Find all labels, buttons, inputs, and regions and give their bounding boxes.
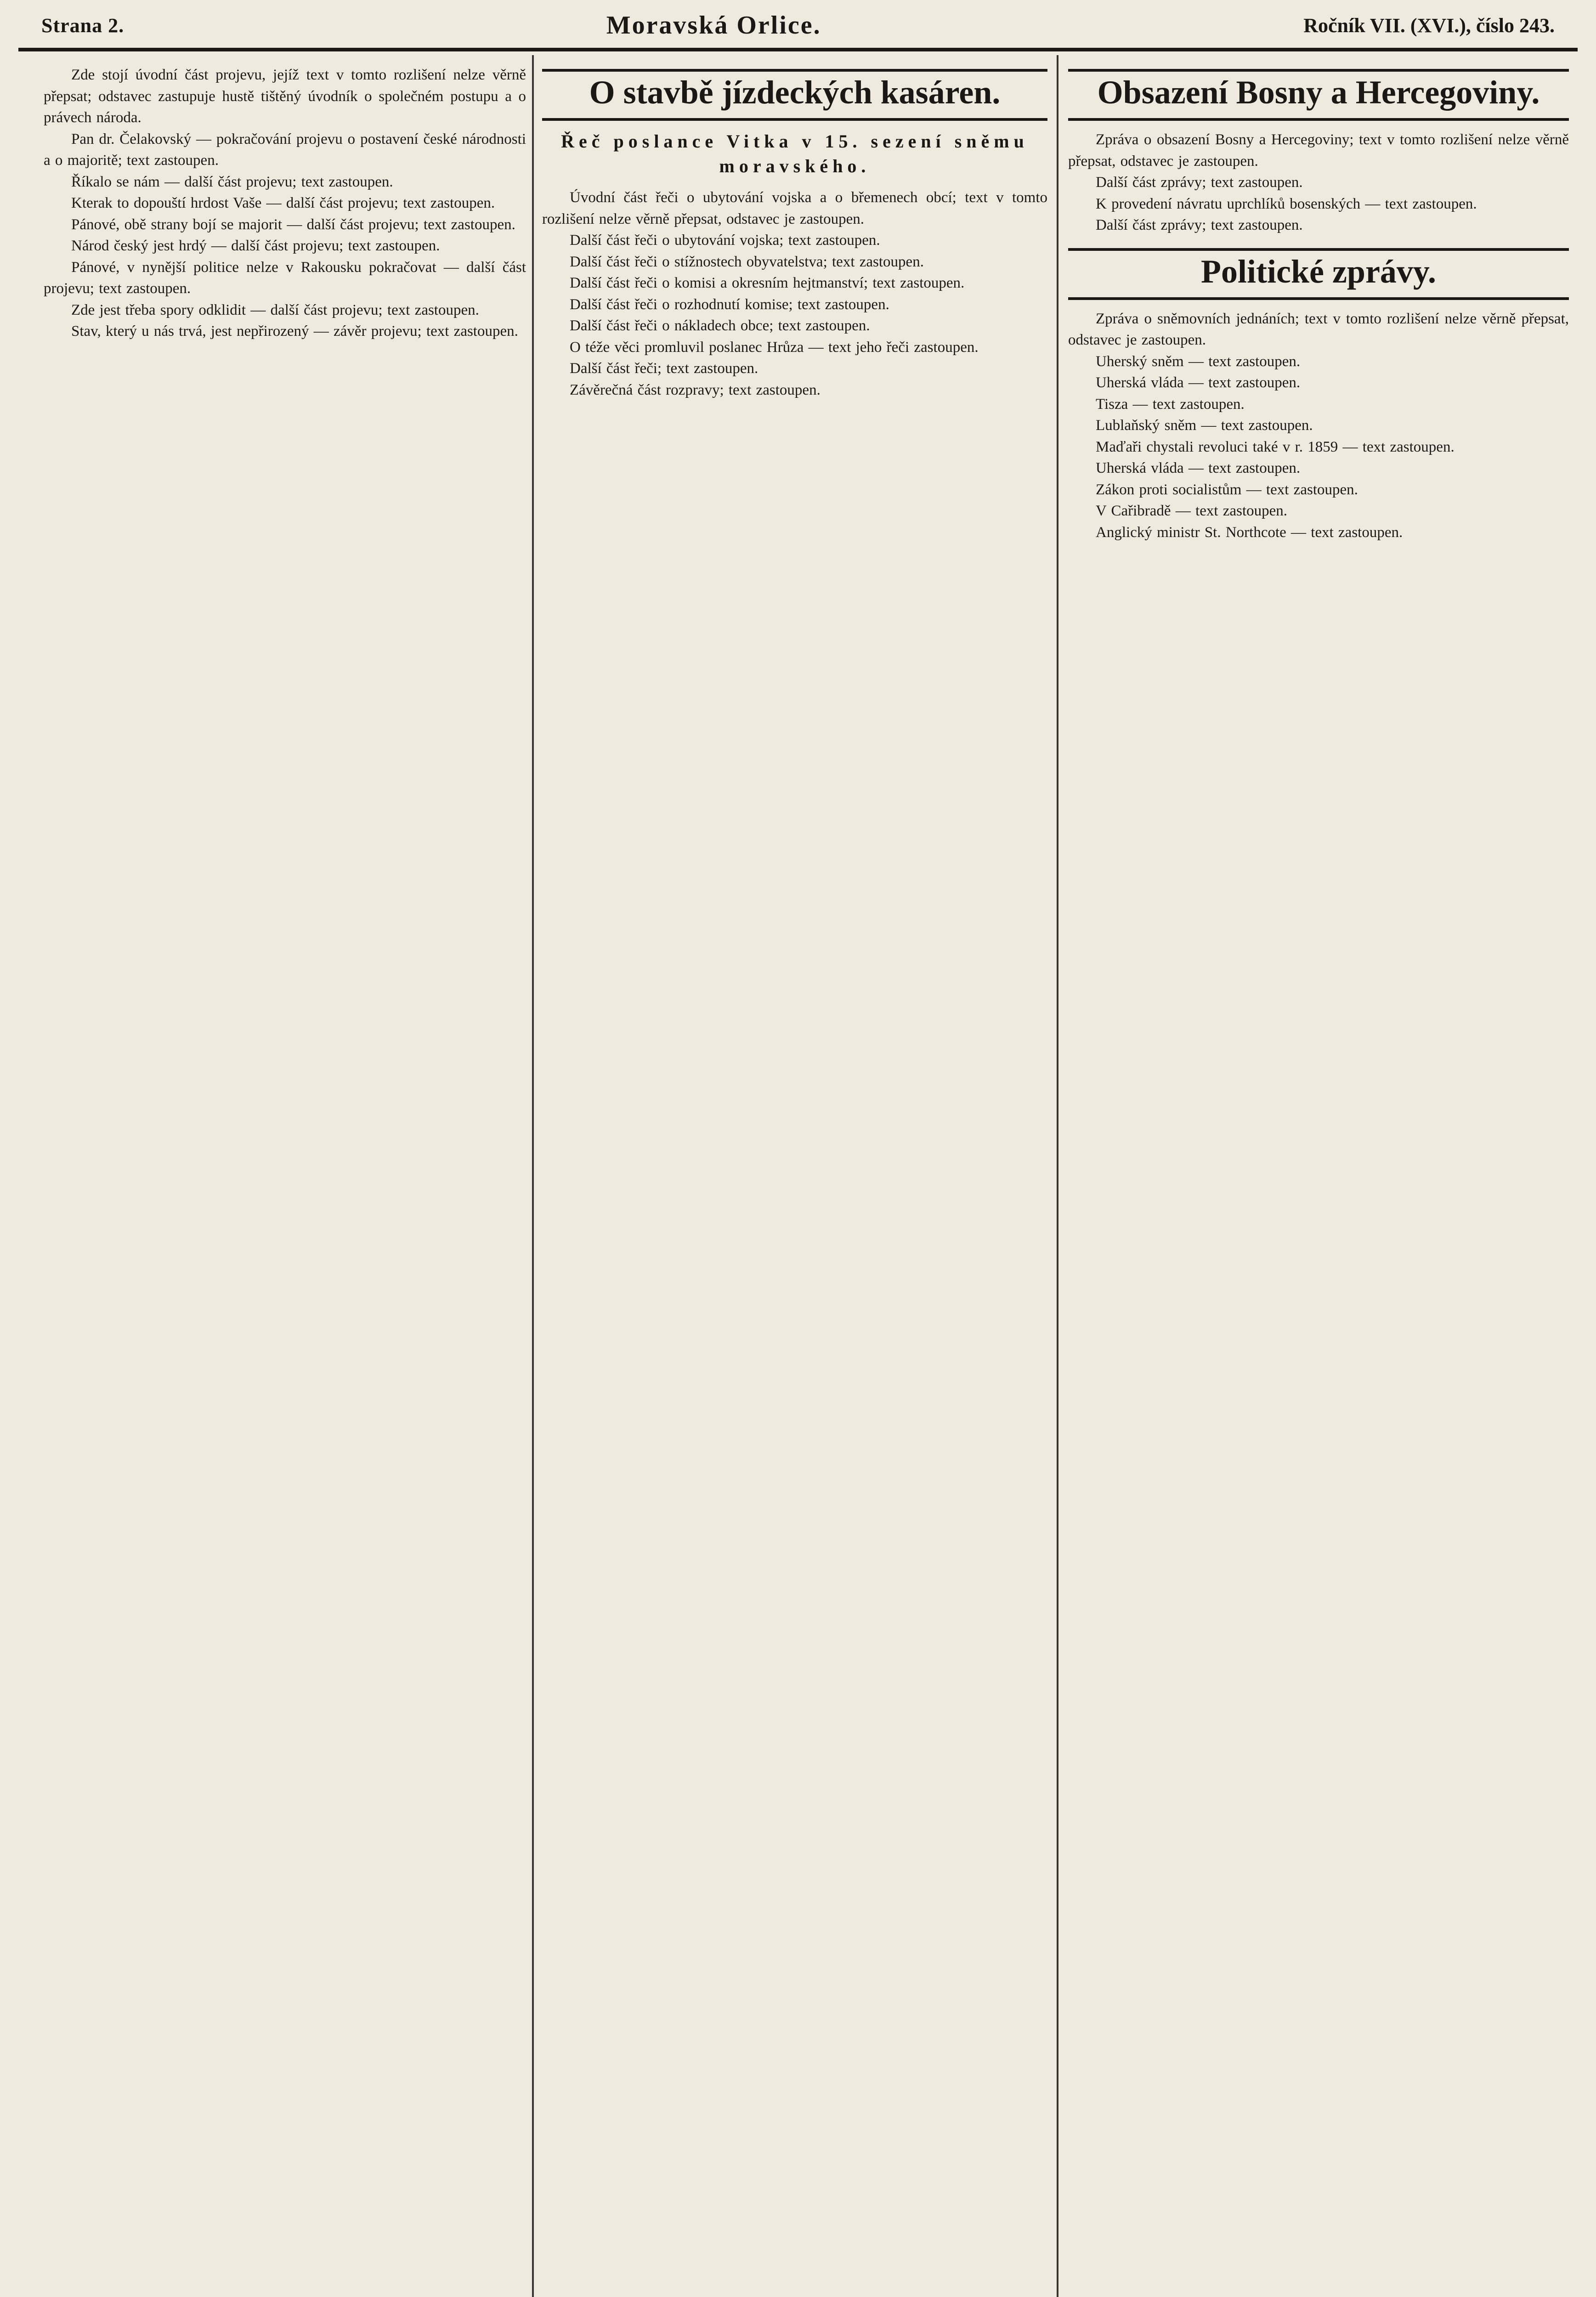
article-body: [542, 187, 1047, 401]
section-headline: Politické zprávy.: [1201, 253, 1436, 290]
paragraph: Zpráva o sněmovních jednáních; text v tomto rozlišení nelze věrně přepsat, odstavec je zastoupen.: [1068, 310, 1569, 349]
paragraph: Pánové, v nynější politice nelze v Rakousku pokračovat — další část projevu; text zastoupen.: [44, 259, 526, 297]
paragraph: Uherská vláda — text zastoupen.: [1096, 374, 1301, 391]
paragraph: Pánové, obě strany bojí se majorit — další část projevu; text zastoupen.: [71, 216, 515, 233]
political-news: [1068, 308, 1569, 543]
paragraph: Uherská vláda — text zastoupen.: [1096, 460, 1301, 477]
headline-box: [1068, 69, 1569, 121]
column-2: [542, 64, 1047, 2297]
paragraph: Zpráva o obsazení Bosny a Hercegoviny; text v tomto rozlišení nelze věrně přepsat, odstavec je zastoupen.: [1068, 131, 1569, 170]
paragraph: Pan dr. Čelakovský — pokračování projevu o postavení české národnosti a o majoritě; text zastoupen.: [44, 130, 526, 169]
paragraph: Další část zprávy; text zastoupen.: [1096, 174, 1303, 191]
column-3: [1068, 64, 1569, 2297]
paragraph: V Cařibradě — text zastoupen.: [1096, 503, 1288, 520]
paragraph: Zákon proti socialistům — text zastoupen.: [1096, 481, 1358, 498]
column-1: [44, 64, 526, 2297]
paragraph: Další část řeči; text zastoupen.: [570, 360, 758, 377]
headline-box: [542, 69, 1047, 121]
paragraph: Anglický ministr St. Northcote — text zastoupen.: [1096, 524, 1403, 541]
paragraph: Lublaňský sněm — text zastoupen.: [1096, 417, 1313, 434]
paragraph: Závěrečná část rozpravy; text zastoupen.: [570, 381, 821, 398]
paragraph: Další část řeči o komisi a okresním hejtmanství; text zastoupen.: [570, 275, 965, 292]
article-headline: Obsazení Bosny a Hercegoviny.: [1097, 74, 1540, 111]
page-number: Strana 2.: [41, 14, 125, 37]
paragraph: Kterak to dopouští hrdost Vaše — další část projevu; text zastoupen.: [71, 195, 495, 211]
paragraph: Úvodní část řeči o ubytování vojska a o břemenech obcí; text v tomto rozlišení nelze věrně přepsat, odstavec je zastoupen.: [542, 189, 1047, 227]
paragraph: Další část zprávy; text zastoupen.: [1096, 217, 1303, 234]
column-divider: [532, 55, 534, 2297]
paragraph: Uherský sněm — text zastoupen.: [1096, 353, 1301, 370]
paragraph: Další část řeči o stížnostech obyvatelstva; text zastoupen.: [570, 253, 924, 270]
paragraph: Říkalo se nám — další část projevu; text zastoupen.: [71, 173, 393, 190]
issue-info: Ročník VII. (XVI.), číslo 243.: [1303, 14, 1555, 37]
paragraph: Zde stojí úvodní část projevu, jejíž text v tomto rozlišení nelze věrně přepsat; odstavec zastupuje hustě tištěný úvodník o společném postupu a o právech národa.: [44, 67, 526, 126]
paragraph: Zde jest třeba spory odklidit — další část projevu; text zastoupen.: [71, 301, 479, 318]
paragraph: Národ český jest hrdý — další část projevu; text zastoupen.: [71, 238, 440, 254]
headline-box: [1068, 248, 1569, 300]
newspaper-title: Moravská Orlice.: [606, 11, 821, 40]
paragraph: Další část řeči o ubytování vojska; text zastoupen.: [570, 232, 880, 249]
paragraph: O téže věci promluvil poslanec Hrůza — text jeho řeči zastoupen.: [570, 339, 979, 356]
article-body: [1068, 129, 1569, 236]
article-subheadline: Řeč poslance Vitka v 15. sezení sněmu moravského.: [561, 131, 1029, 177]
paragraph: Další část řeči o rozhodnutí komise; text zastoupen.: [570, 296, 889, 313]
column-divider: [1057, 55, 1058, 2297]
paragraph: Maďaři chystali revoluci také v r. 1859 — text zastoupen.: [1096, 438, 1455, 455]
article-headline: O stavbě jízdeckých kasáren.: [589, 74, 1001, 111]
masthead: [41, 9, 1555, 41]
paragraph: K provedení návratu uprchlíků bosenských — text zastoupen.: [1096, 195, 1477, 212]
paragraph: Tisza — text zastoupen.: [1096, 396, 1245, 413]
paragraph: Další část řeči o nákladech obce; text zastoupen.: [570, 317, 870, 334]
article-speech: [44, 64, 526, 342]
paragraph: Stav, který u nás trvá, jest nepřirozený — závěr projevu; text zastoupen.: [71, 323, 518, 339]
masthead-rule: [18, 48, 1578, 51]
